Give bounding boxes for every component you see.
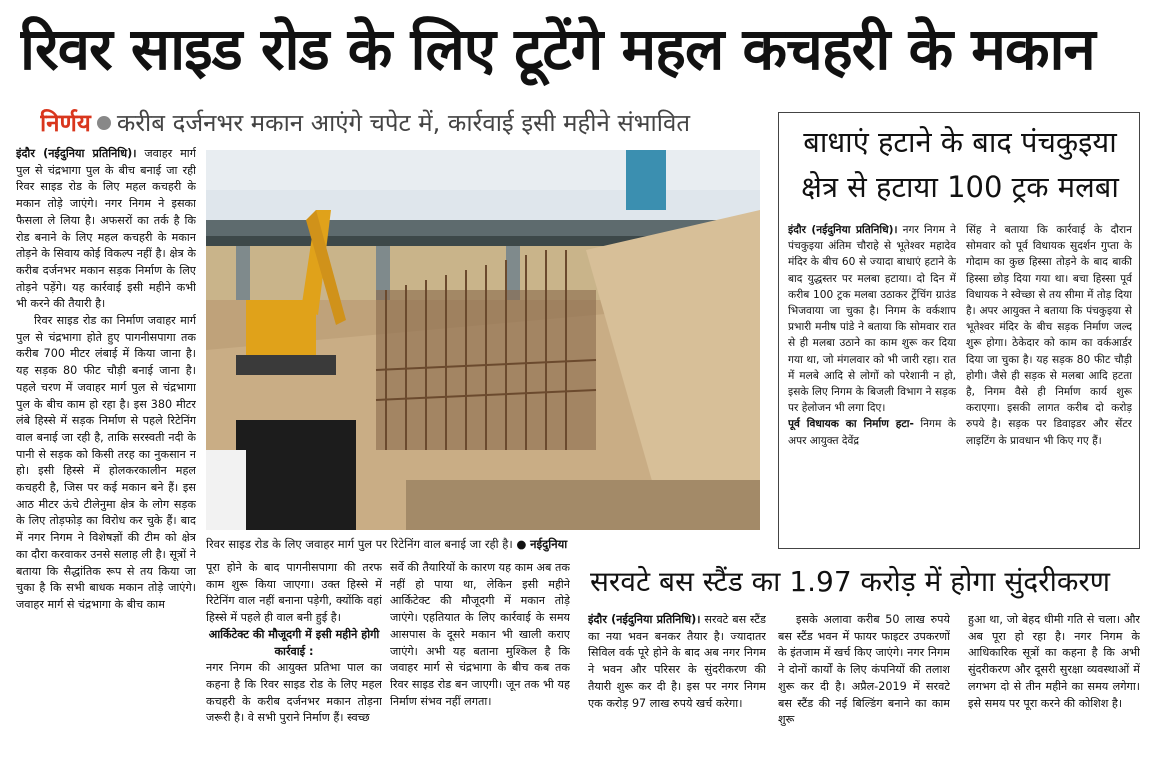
- sub-headline: [40, 106, 760, 140]
- main-story-col3-para: सर्वे की तैयारियों के कारण यह काम अब तक नहीं हो पाया था, लेकिन इसी महीने आर्किटेक्ट की मौजूदगी में मकान तोड़े जाएंगे। एहतियात के लिए कार्रवाई के समय आसपास के दूसरे मकान भी खाली कराए जाएंगे। अभी यह बताना मुश्किल है कि जवाहर मार्ग से चंद्रभागा के बीच कब तक रिवर साइड रोड बन जाएगी। जून तक भी यह निर्माण संभव नहीं लगता।: [390, 561, 570, 708]
- main-story-col2-para: पूरा होने के बाद पागनीसपागा की तरफ काम शुरू किया जाएगा। उक्त हिस्से में रिटेनिंग वाल नहीं बनाना पड़ेगी, क्योंकि वहां हिस्से में पहले ही वाल बनी हुई है।: [206, 561, 382, 625]
- boxed-story-headline: बाधाएं हटाने के बाद पंचकुइया क्षेत्र से हटाया 100 ट्रक मलबा: [801, 125, 1119, 204]
- bullet-dot-icon: [97, 116, 111, 130]
- bus-story-para-2: इसके अलावा करीब 50 लाख रुपये बस स्टैंड भवन में फायर फाइटर उपकरणों के इंतजाम में खर्च किए जाएंगे। नगर निगम ने दोनों कार्यों के लिए कंपनियों की तलाश शुरू कर दी है। अप्रैल-2019 में सरवटे बस स्टैंड की नई बिल्डिंग बनाने का काम शुरू: [778, 613, 950, 727]
- boxed-story-subhead: पूर्व विधायक का निर्माण हटा-: [788, 418, 914, 431]
- main-story-column-3: [390, 560, 570, 750]
- main-story-col2-rest: नगर निगम की आयुक्त प्रतिभा पाल का कहना है कि रिवर साइड रोड के लिए महल कचहरी के करीब दर्जनभर मकान तोड़ना जरूरी है। वे सभी पुराने निर्माण हैं। स्वच्छ: [206, 661, 382, 725]
- boxed-story-subpara: पूर्व विधायक का निर्माण हटा- निगम के अपर आयुक्त देवेंद्र: [788, 418, 956, 447]
- construction-photo: [206, 150, 760, 530]
- boxed-story-col2-para: सिंह ने बताया कि कार्रवाई के दौरान सोमवार को पूर्व विधायक सुदर्शन गुप्ता के गोदाम का कुछ हिस्सा तोड़ने के बाद बाकी हिस्सा छोड़ दिया गया था। बचा हिस्सा पूर्व विधायक ने स्वेच्छा से तय सीमा में तोड़ दिया है। अपर आयुक्त ने बताया कि पंचकुइया से भूतेश्वर मंदिर के बीच सड़क निर्माण जल्द शुरू होगा। ठेकेदार को काम का वर्कआर्डर दिया जा चुका है। यह सड़क 80 फीट चौड़ी होगी। जैसे ही सड़क से मलबा आदि हटता है, निगम वैसे ही निर्माण कार्य शुरू कराएगा। इसकी लागत करीब दो करोड़ रुपये है। सड़क पर डिवाइडर और सेंटर लाइटिंग के प्रावधान भी किए गए हैं।: [966, 224, 1132, 447]
- sub-headline-text: करीब दर्जनभर मकान आएंगे चपेट में, कार्रवाई इसी महीने संभावित: [116, 109, 690, 137]
- bus-story-column-2: [778, 612, 950, 752]
- caption-bullet-icon: ●: [516, 537, 527, 551]
- decision-tag: निर्णय: [40, 109, 91, 137]
- bus-stand-headline: सरवटे बस स्टैंड का 1.97 करोड़ में होगा सुंदरीकरण: [590, 565, 1111, 598]
- main-story-para-2: रिवर साइड रोड का निर्माण जवाहर मार्ग पुल से चंद्रभागा होते हुए पागनीसपागा तक करीब 700 मीटर लंबाई में किया जाना है। यह सड़क 80 फीट चौड़ी बनाई जाना है। पहले चरण में जवाहर मार्ग पुल से चंद्रभागा पुल के बीच काम हो रहा है। इस 380 मीटर लंबे हिस्से में सड़क निर्माण से पहले रिटेनिंग वाल बनाई जा रही है, ताकि सरस्वती नदी के पानी से सड़क को किसी तरह का नुकसान न हो। इसी हिस्से में होलकरकालीन महल कचहरी है, जिस पर कई मकान बने हैं। इस आठ मीटर ऊंचे टीलेनुमा क्षेत्र के लोग सड़क के लिए तोड़फोड़ का विरोध कर चुके हैं। बाद में नगर निगम ने विशेषज्ञों की टीम को क्षेत्र का दौरा करवाकर उनसे सलाह ली है। सूत्रों ने बताया कि सैद्धांतिक रूप से तय किया जा चुका है कि सभी बाधक मकान तोड़े जाएंगे। जवाहर मार्ग से चंद्रभागा के बीच काम: [16, 314, 196, 611]
- boxed-story-dateline: इंदौर (नईदुनिया प्रतिनिधि)।: [788, 224, 898, 236]
- boxed-story-column-2: [966, 222, 1132, 542]
- main-story-column-2: [206, 560, 382, 750]
- bus-story-dateline: इंदौर (नईदुनिया प्रतिनिधि)।: [588, 613, 701, 626]
- main-story-subhead: आर्किटेक्ट की मौजूदगी में इसी महीने होगी कार्रवाई :: [208, 627, 380, 658]
- bus-story-column-3: [968, 612, 1140, 752]
- main-story-column-1: [16, 146, 196, 750]
- retaining-wall-photo: [206, 150, 760, 530]
- page-headline: रिवर साइड रोड के लिए टूटेंगे महल कचहरी के मकान: [20, 15, 1095, 83]
- photo-caption-text: रिवर साइड रोड के लिए जवाहर मार्ग पुल पर रिटेनिंग वाल बनाई जा रही है।: [206, 537, 513, 551]
- bus-story-para-3: हुआ था, जो बेहद धीमी गति से चला। और अब पूरा हो रहा है। नगर निगम के आधिकारिक सूत्रों का कहना है कि अभी सुंदरीकरण और दूसरी सुरक्षा व्यवस्थाओं में लगभग दो से तीन महीने का समय लगेगा। इसे समय पर पूरा करने की कोशिश है।: [968, 613, 1140, 710]
- photo-credit: नईदुनिया: [530, 537, 568, 551]
- main-story-para-1: इंदौर (नईदुनिया प्रतिनिधि)। जवाहर मार्ग पुल से चंद्रभागा पुल के बीच बनाई जा रही रिवर साइड रोड के लिए महल कचहरी के मकान तोड़े जाएंगे। नगर निगम ने इसका फैसला ले लिया है। अफसरों का तर्क है कि रोड बनाने के लिए महल कचहरी के मकान तोड़ने के सिवाय कोई विकल्प नहीं है। क्षेत्र के करीब दर्जनभर मकान सड़क निर्माण के लिए तोड़ने पड़ेंगे। यह कार्रवाई इसी महीने कभी भी करने की तैयारी है।: [16, 147, 196, 311]
- bus-story-para-1: इंदौर (नईदुनिया प्रतिनिधि)। सरवटे बस स्टैंड का नया भवन बनकर तैयार है। ज्यादातर सिविल वर्क पूरे होने के बाद अब नगर निगम ने भवन और परिसर के सुंदरीकरण की तैयारी शुरू कर दी है। इस पर नगर निगम एक करोड़ 97 लाख रुपये खर्च करेगा।: [588, 613, 766, 710]
- photo-caption: [206, 534, 760, 554]
- main-story-dateline: इंदौर (नईदुनिया प्रतिनिधि)।: [16, 147, 137, 160]
- boxed-story-para: इंदौर (नईदुनिया प्रतिनिधि)। नगर निगम ने पंचकुइया अंतिम चौराहे से भूतेश्वर महादेव मंदिर के बीच 60 से ज्यादा बाधाएं हटाने के बाद युद्धस्तर पर मलबा हटाया। दो दिन में करीब 100 ट्रक मलबा उठाकर ट्रेंचिंग ग्राउंड भिजवाया जा चुका है। निगम के वर्कशाप प्रभारी मनीष पांडे ने बताया कि सोमवार रात से ही मलबा उठाने का काम शुरू कर दिया गया था, जो मंगलवार को भी जारी रहा। रात में मलबे आदि से लोगों को परेशानी न हो, इसके लिए निगम के बिजली विभाग ने सड़क पर हेलोजन भी लगा दिए।: [788, 224, 956, 415]
- bus-story-column-1: [588, 612, 766, 752]
- boxed-story-column-1: [788, 222, 956, 542]
